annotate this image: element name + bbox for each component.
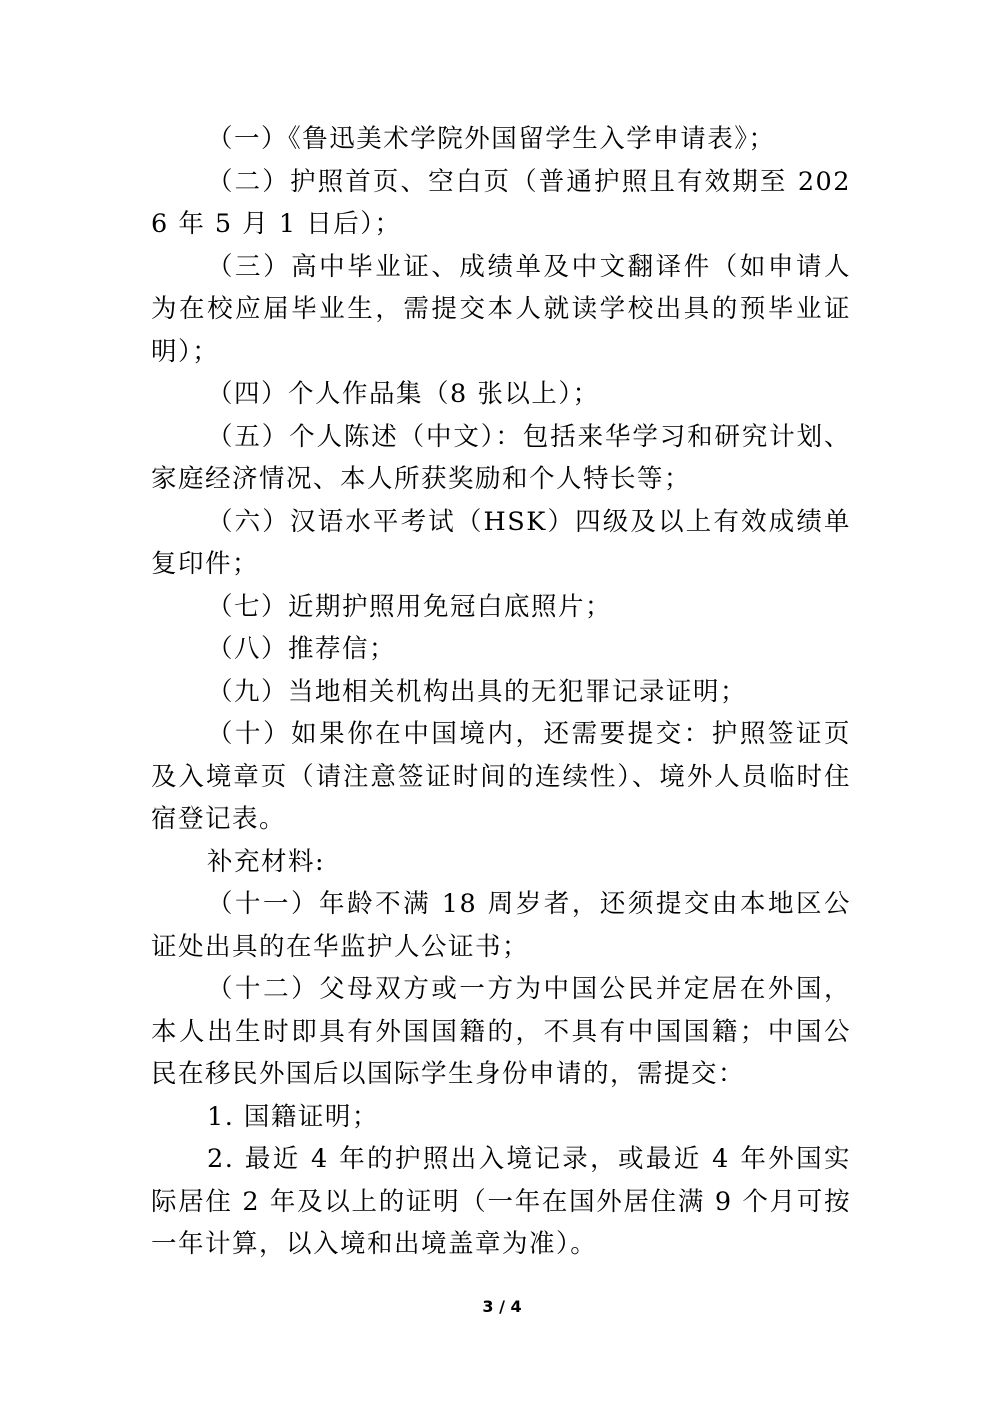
paragraph-item-1: （一）《鲁迅美术学院外国留学生入学申请表》；: [207, 124, 776, 154]
paragraph-item-8: （八）推荐信；: [207, 634, 397, 664]
sub-item-1: 1. 国籍证明；: [207, 1101, 379, 1132]
paragraph-item-11: （十一）年龄不满 18 周岁者，还须提交由本地区公证处出具的在华监护人公证书；: [151, 889, 851, 962]
paragraph-item-4: （四）个人作品集（8 张以上）；: [207, 379, 600, 409]
sub-item-2: 2. 最近 4 年的护照出入境记录，或最近 4 年外国实际居住 2 年及以上的证明（一年在国外居住满 9 个月可按一年计算，以入境和出境盖章为准）。: [151, 1144, 851, 1259]
paragraph-item-10: （十）如果你在中国境内，还需要提交：护照签证页及入境章页（请注意签证时间的连续性）、境外人员临时住宿登记表。: [151, 719, 851, 834]
paragraph-item-12: （十二）父母双方或一方为中国公民并定居在外国，本人出生时即具有外国国籍的，不具有中国国籍；中国公民在移民外国后以国际学生身份申请的，需提交：: [151, 974, 851, 1089]
paragraph-item-9: （九）当地相关机构出具的无犯罪记录证明；: [207, 676, 748, 707]
paragraph-item-3: （三）高中毕业证、成绩单及中文翻译件（如申请人为在校应届毕业生，需提交本人就读学校出具的预毕业证明）；: [151, 251, 851, 367]
supplementary-heading: 补充材料:: [207, 846, 326, 877]
page-number: 3 / 4: [482, 1297, 522, 1316]
paragraph-item-5: （五）个人陈述（中文）：包括来华学习和研究计划、家庭经济情况、本人所获奖励和个人特长等；: [151, 421, 851, 494]
document-body: [151, 118, 851, 1266]
paragraph-item-7: （七）近期护照用免冠白底照片；: [207, 591, 613, 622]
paragraph-item-2: （二）护照首页、空白页（普通护照且有效期至 2026 年 5 月 1 日后）；: [151, 166, 851, 239]
paragraph-item-6: （六）汉语水平考试（HSK）四级及以上有效成绩单复印件；: [151, 506, 851, 579]
